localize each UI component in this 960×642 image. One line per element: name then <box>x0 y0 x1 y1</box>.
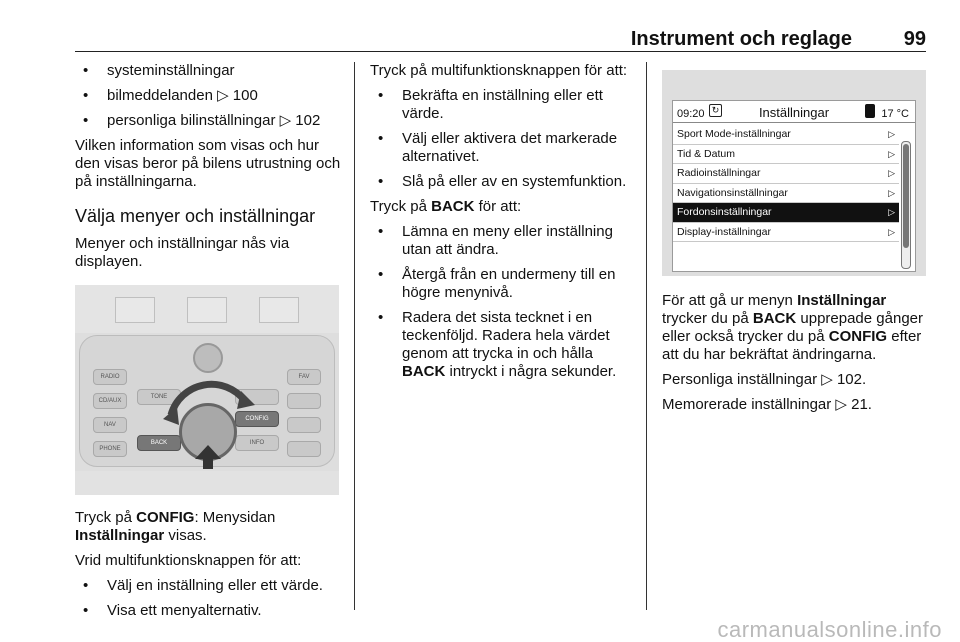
paragraph: Personliga inställningar ▷ 102. <box>662 371 867 388</box>
config-button: CONFIG <box>235 411 279 427</box>
text: Tryck på <box>75 509 137 526</box>
screen-title: Inställningar <box>758 105 830 120</box>
text: visas. <box>164 527 207 544</box>
item-label: Display-inställningar <box>677 225 771 238</box>
back-button: BACK <box>137 435 181 451</box>
section-heading: Välja menyer och inställningar <box>75 206 316 226</box>
scrollbar-thumb <box>903 144 909 248</box>
bold-text: CONFIG <box>136 509 195 526</box>
fav-button: FAV <box>287 369 321 385</box>
page-number: 99 <box>903 28 926 50</box>
chevron-right-icon: ▷ <box>888 187 895 198</box>
list-item <box>370 309 632 381</box>
column-middle <box>370 62 632 388</box>
screen-temperature: 17 °C <box>881 108 909 120</box>
chevron-right-icon: ▷ <box>888 226 895 237</box>
list-item: • personliga bilinställningar ▷ 102 <box>75 112 343 130</box>
screen-frame <box>672 100 916 272</box>
list-item <box>673 164 899 184</box>
list-item <box>673 145 899 165</box>
clock-icon: ↻ <box>709 104 722 117</box>
paragraph: Menyer och inställningar nås via displayen. <box>75 235 290 270</box>
paragraph: Vilken information som visas och hur den visas beror på bilens utrustning och på inställningarna. <box>75 137 341 190</box>
text: trycker du på <box>662 310 753 327</box>
bold-text: BACK <box>431 198 475 215</box>
list-item: • bilmeddelanden ▷ 100 <box>75 87 343 105</box>
screen-scrollbar <box>901 141 911 269</box>
bold-text: Inställningar <box>75 527 165 544</box>
chevron-right-icon: ▷ <box>888 168 895 178</box>
list-item: • Slå på eller av en systemfunktion. <box>370 173 632 191</box>
chevron-right-icon: ▷ <box>888 207 895 217</box>
column-divider <box>354 62 355 610</box>
text: Radera det sista tecknet i en teckenföljd. Radera hela värdet genom att trycka in och hålla <box>402 309 610 362</box>
page-header <box>75 28 926 52</box>
bullet-list <box>370 87 632 191</box>
paragraph: Vrid multifunktionsknappen för att: <box>75 552 302 569</box>
paragraph: Memorerade inställningar ▷ 21. <box>662 396 872 413</box>
rotate-arrow-icon <box>75 285 339 495</box>
chevron-right-icon: ▷ <box>888 129 895 139</box>
bold-text: CONFIG <box>828 328 888 345</box>
page-title: Instrument och reglage <box>630 28 852 50</box>
phone-button: PHONE <box>93 441 127 457</box>
control-panel-illustration <box>75 285 339 495</box>
text: intryckt i några sekunder. <box>445 363 617 380</box>
chevron-right-icon: ▷ <box>888 148 895 159</box>
list-item <box>673 125 899 145</box>
list-item: • Visa ett menyalternativ. <box>75 602 343 620</box>
column-right <box>662 292 926 421</box>
tone-button: TONE <box>137 389 181 405</box>
panel-bottom <box>75 471 339 495</box>
column-left <box>75 62 343 627</box>
nav-button: NAV <box>93 417 127 433</box>
item-label: Fordonsinställningar <box>677 206 772 218</box>
text: Tryck på <box>370 198 432 215</box>
bold-text: BACK <box>402 363 446 380</box>
list-item: • Välj en inställning eller ett värde. <box>75 577 343 595</box>
list-item: • Återgå från en undermeny till en högre menynivå. <box>370 266 632 302</box>
text: för att: <box>474 198 522 215</box>
bold-text: Inställningar <box>797 292 887 309</box>
paragraph <box>370 198 632 216</box>
text: : Menysidan <box>194 509 276 526</box>
bullet-list <box>75 577 343 620</box>
settings-screen-illustration <box>662 70 926 276</box>
text: För att gå ur menyn <box>662 292 798 309</box>
list-item <box>673 203 899 223</box>
screen-menu-list <box>673 125 899 242</box>
item-label: Navigationsinställningar <box>677 186 788 199</box>
screen-status-bar <box>673 101 915 123</box>
thermometer-icon <box>865 104 875 118</box>
text: efter att du har bekräftat ändringarna. <box>662 328 922 363</box>
list-item: • systeminställningar <box>75 62 343 80</box>
bullet-list <box>370 223 632 381</box>
bold-text: BACK <box>752 310 797 327</box>
watermark: carmanualsonline.info <box>717 617 942 642</box>
list-item: • Välj eller aktivera det markerade alternativet. <box>370 130 632 166</box>
info-button: INFO <box>235 435 279 451</box>
list-item <box>673 184 899 204</box>
text: upprepade gånger eller också trycker du på <box>662 310 923 345</box>
column-divider <box>646 62 647 610</box>
paragraph: Tryck på multifunktionsknappen för att: <box>370 62 628 79</box>
screen-clock: 09:20 <box>677 108 705 120</box>
radio-button: RADIO <box>93 369 127 385</box>
caption <box>75 509 343 545</box>
item-label: Radioinställningar <box>677 167 761 179</box>
bullet-list <box>75 62 343 130</box>
list-item: • Bekräfta en inställning eller ett värde. <box>370 87 632 123</box>
item-label: Sport Mode-inställningar <box>677 128 791 140</box>
cd-aux-button: CD/AUX <box>93 393 127 409</box>
paragraph <box>662 292 926 364</box>
list-item: • Lämna en meny eller inställning utan att ändra. <box>370 223 632 259</box>
list-item <box>673 223 899 243</box>
item-label: Tid & Datum <box>677 147 735 160</box>
